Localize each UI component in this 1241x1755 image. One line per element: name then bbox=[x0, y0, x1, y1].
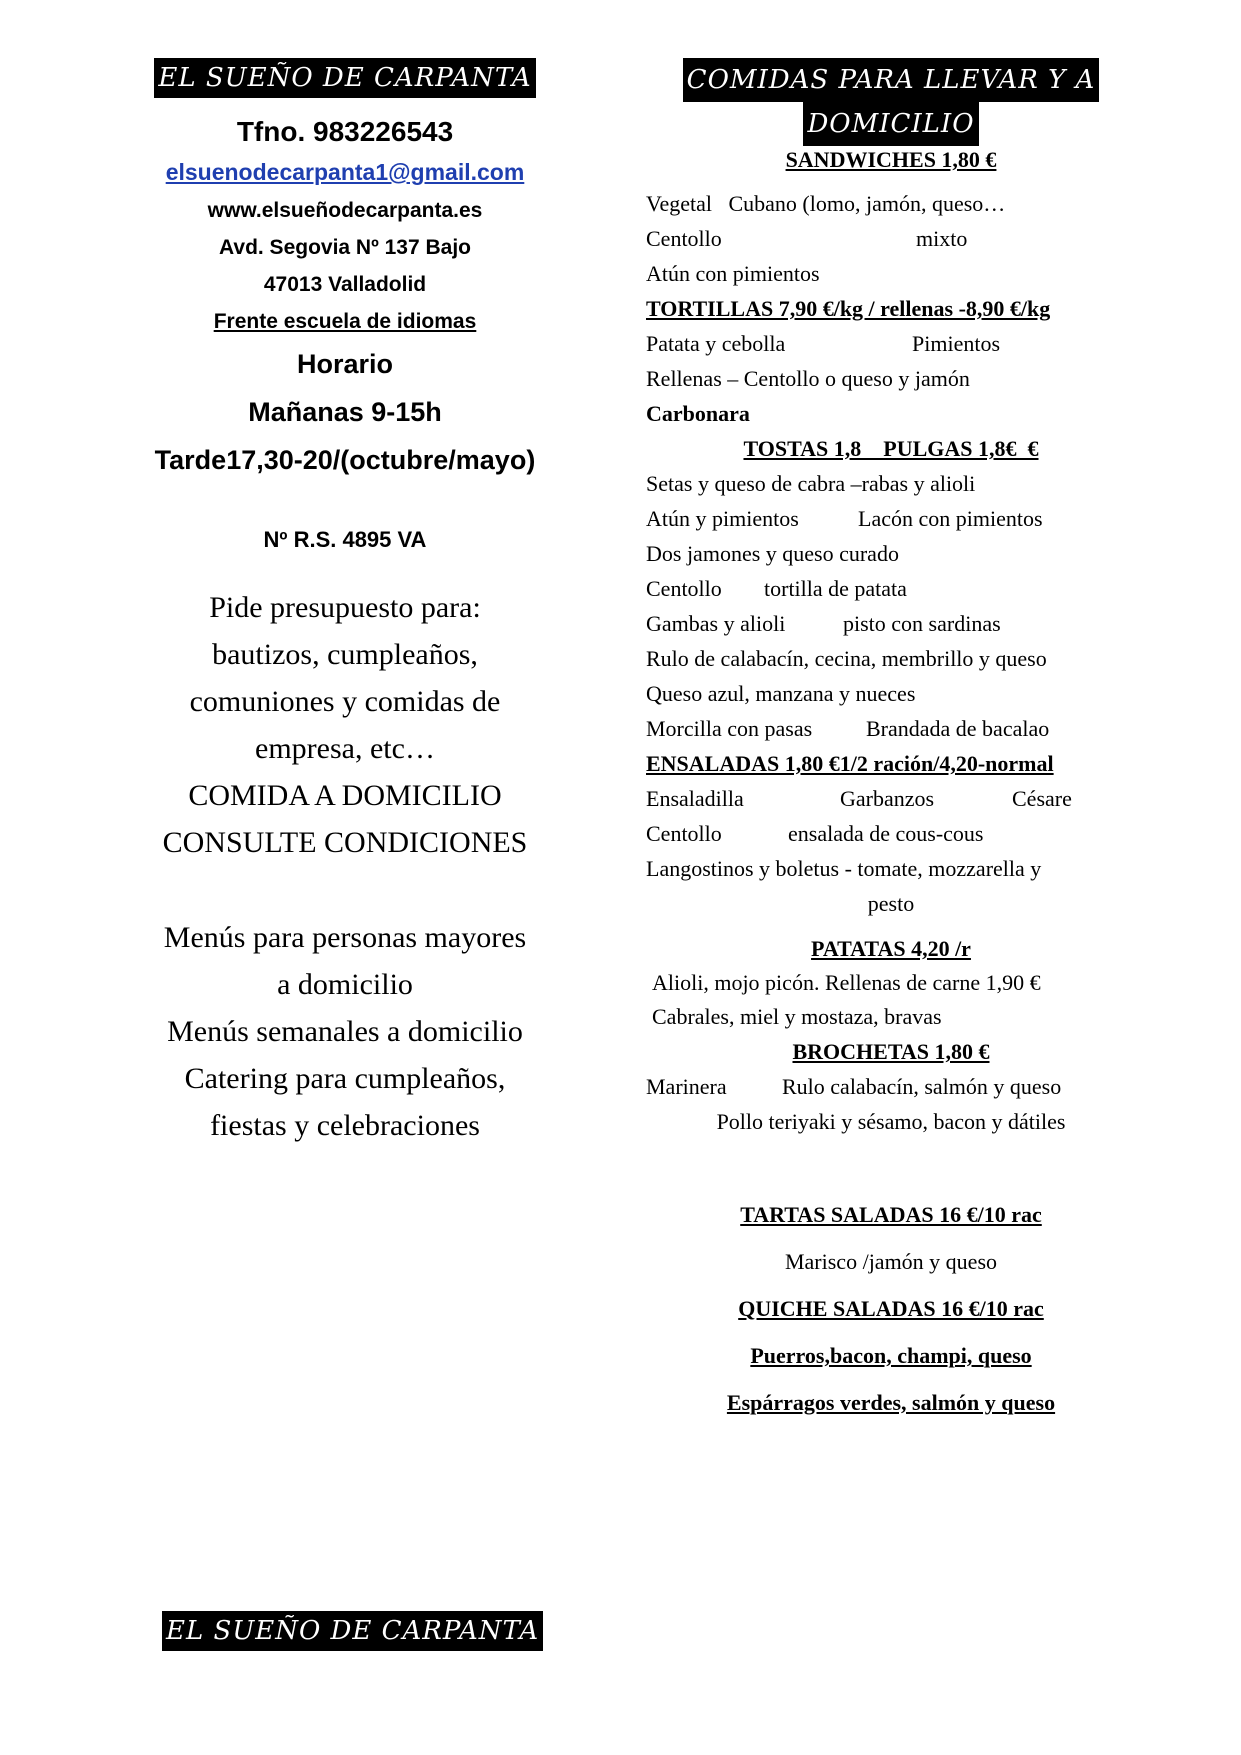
tortillas-header: TORTILLAS 7,90 €/kg / rellenas -8,90 €/kg bbox=[646, 296, 1051, 321]
menu-item: mixto bbox=[916, 226, 968, 251]
menu-item: Garbanzos bbox=[840, 786, 935, 811]
menu-item: Atún y pimientos bbox=[646, 506, 799, 531]
patatas-header: PATATAS 4,20 /r bbox=[811, 936, 971, 961]
delivery-line: COMIDA A DOMICILIO bbox=[188, 779, 502, 812]
menu-item: Rulo de calabacín, cecina, membrillo y queso bbox=[646, 646, 1047, 671]
menu-item: Espárragos verdes, salmón y queso bbox=[726, 1390, 1056, 1415]
tostas-header: TOSTAS 1,8 PULGAS 1,8€ € bbox=[743, 436, 1039, 461]
promo-line: Pide presupuesto para: bbox=[209, 591, 481, 624]
menu-item: Setas y queso de cabra –rabas y alioli bbox=[646, 471, 976, 496]
menu-row bbox=[646, 711, 1136, 746]
address-line1: Avd. Segovia Nº 137 Bajo bbox=[219, 236, 471, 259]
hours-morning: Mañanas 9-15h bbox=[248, 397, 442, 427]
menu-row bbox=[646, 1069, 1136, 1104]
menu-item: Lacón con pimientos bbox=[858, 506, 1043, 531]
promo-line: bautizos, cumpleaños, bbox=[212, 638, 478, 671]
phone: Tfno. 983226543 bbox=[236, 116, 454, 147]
menu-item: Puerros,bacon, champi, queso bbox=[750, 1343, 1032, 1368]
promo-line: empresa, etc… bbox=[255, 732, 435, 765]
sandwiches-header: SANDWICHES 1,80 € bbox=[785, 147, 997, 172]
menu-title-line2: DOMICILIO bbox=[803, 102, 978, 146]
email-link[interactable]: elsuenodecarpanta1@gmail.com bbox=[165, 159, 525, 185]
address-note: Frente escuela de idiomas bbox=[213, 310, 477, 333]
service-line: Catering para cumpleaños, bbox=[184, 1062, 506, 1095]
menu-row bbox=[646, 466, 1136, 501]
footer-brand bbox=[162, 1611, 543, 1651]
ensaladas-header: ENSALADAS 1,80 €1/2 ración/4,20-normal bbox=[646, 751, 1054, 776]
menu-row bbox=[646, 501, 1136, 536]
menu-item: Centollo bbox=[646, 226, 722, 251]
footer-brand-title: EL SUEÑO DE CARPANTA bbox=[162, 1611, 543, 1651]
registry-number: Nº R.S. 4895 VA bbox=[263, 527, 427, 552]
menu-item: Brandada de bacalao bbox=[866, 716, 1050, 741]
service-line: Menús semanales a domicilio bbox=[167, 1015, 523, 1048]
menu-item: Centollo bbox=[646, 576, 722, 601]
right-column bbox=[646, 58, 1136, 1420]
menu-item: Carbonara bbox=[646, 401, 750, 426]
menu-item: Rellenas – Centollo o queso y jamón bbox=[646, 366, 970, 391]
menu-row bbox=[646, 256, 1136, 291]
website: www.elsueñodecarpanta.es bbox=[207, 199, 483, 222]
service-line: fiestas y celebraciones bbox=[210, 1109, 480, 1142]
menu-item: Gambas y alioli bbox=[646, 611, 786, 636]
menu-item: pisto con sardinas bbox=[843, 611, 1001, 636]
menu-item: Pimientos bbox=[912, 331, 1001, 356]
menu-item: Rulo calabacín, salmón y queso bbox=[782, 1074, 1062, 1099]
menu-title-line1: COMIDAS PARA LLEVAR Y A bbox=[683, 58, 1100, 102]
service-line: a domicilio bbox=[277, 968, 413, 1001]
menu-row bbox=[646, 816, 1136, 851]
promo-line: comuniones y comidas de bbox=[189, 685, 501, 718]
menu-item: Langostinos y boletus - tomate, mozzarella y bbox=[646, 856, 1042, 881]
brand-title: EL SUEÑO DE CARPANTA bbox=[154, 58, 535, 98]
address-line2: 47013 Valladolid bbox=[263, 273, 427, 296]
menu-item: Vegetal bbox=[646, 191, 712, 216]
menu-item: Marinera bbox=[646, 1074, 727, 1099]
menu-row bbox=[646, 781, 1136, 816]
menu-row: Pollo teriyaki y sésamo, bacon y dátiles bbox=[716, 1109, 1066, 1134]
menu-item: Patata y cebolla bbox=[646, 331, 786, 356]
left-column bbox=[95, 58, 595, 1149]
menu-row bbox=[646, 676, 1136, 711]
menu-row bbox=[646, 361, 1136, 396]
menu-item: ensalada de cous-cous bbox=[788, 821, 984, 846]
menu-row bbox=[646, 186, 1136, 221]
brochetas-header: BROCHETAS 1,80 € bbox=[792, 1039, 990, 1064]
menu-item: Cubano (lomo, jamón, queso… bbox=[728, 191, 1006, 216]
menu-row: Alioli, mojo picón. Rellenas de carne 1,90 € bbox=[652, 970, 1041, 995]
menu-item: Queso azul, manzana y nueces bbox=[646, 681, 916, 706]
menu-item: Centollo bbox=[646, 821, 722, 846]
menu-item: Ensaladilla bbox=[646, 786, 744, 811]
menu-item: Césare bbox=[1012, 786, 1072, 811]
hours-title: Horario bbox=[296, 349, 394, 379]
menu-item: Dos jamones y queso curado bbox=[646, 541, 899, 566]
menu-row: Cabrales, miel y mostaza, bravas bbox=[652, 1004, 942, 1029]
menu-row bbox=[646, 326, 1136, 361]
conditions-line: CONSULTE CONDICIONES bbox=[162, 826, 528, 859]
menu-row bbox=[646, 851, 1136, 886]
tartas-header: TARTAS SALADAS 16 €/10 rac bbox=[740, 1202, 1042, 1227]
menu-row bbox=[646, 536, 1136, 571]
menu-row bbox=[646, 606, 1136, 641]
service-line: Menús para personas mayores bbox=[163, 921, 527, 954]
quiche-header: QUICHE SALADAS 16 €/10 rac bbox=[738, 1296, 1044, 1321]
menu-item: Atún con pimientos bbox=[646, 261, 820, 286]
hours-afternoon: Tarde17,30-20/(octubre/mayo) bbox=[154, 445, 536, 475]
menu-item: pesto bbox=[867, 891, 915, 916]
menu-item: Morcilla con pasas bbox=[646, 716, 813, 741]
menu-row bbox=[646, 571, 1136, 606]
menu-item: tortilla de patata bbox=[764, 576, 907, 601]
menu-row bbox=[646, 641, 1136, 676]
menu-item: Marisco /jamón y queso bbox=[784, 1249, 998, 1274]
menu-row bbox=[646, 221, 1136, 256]
